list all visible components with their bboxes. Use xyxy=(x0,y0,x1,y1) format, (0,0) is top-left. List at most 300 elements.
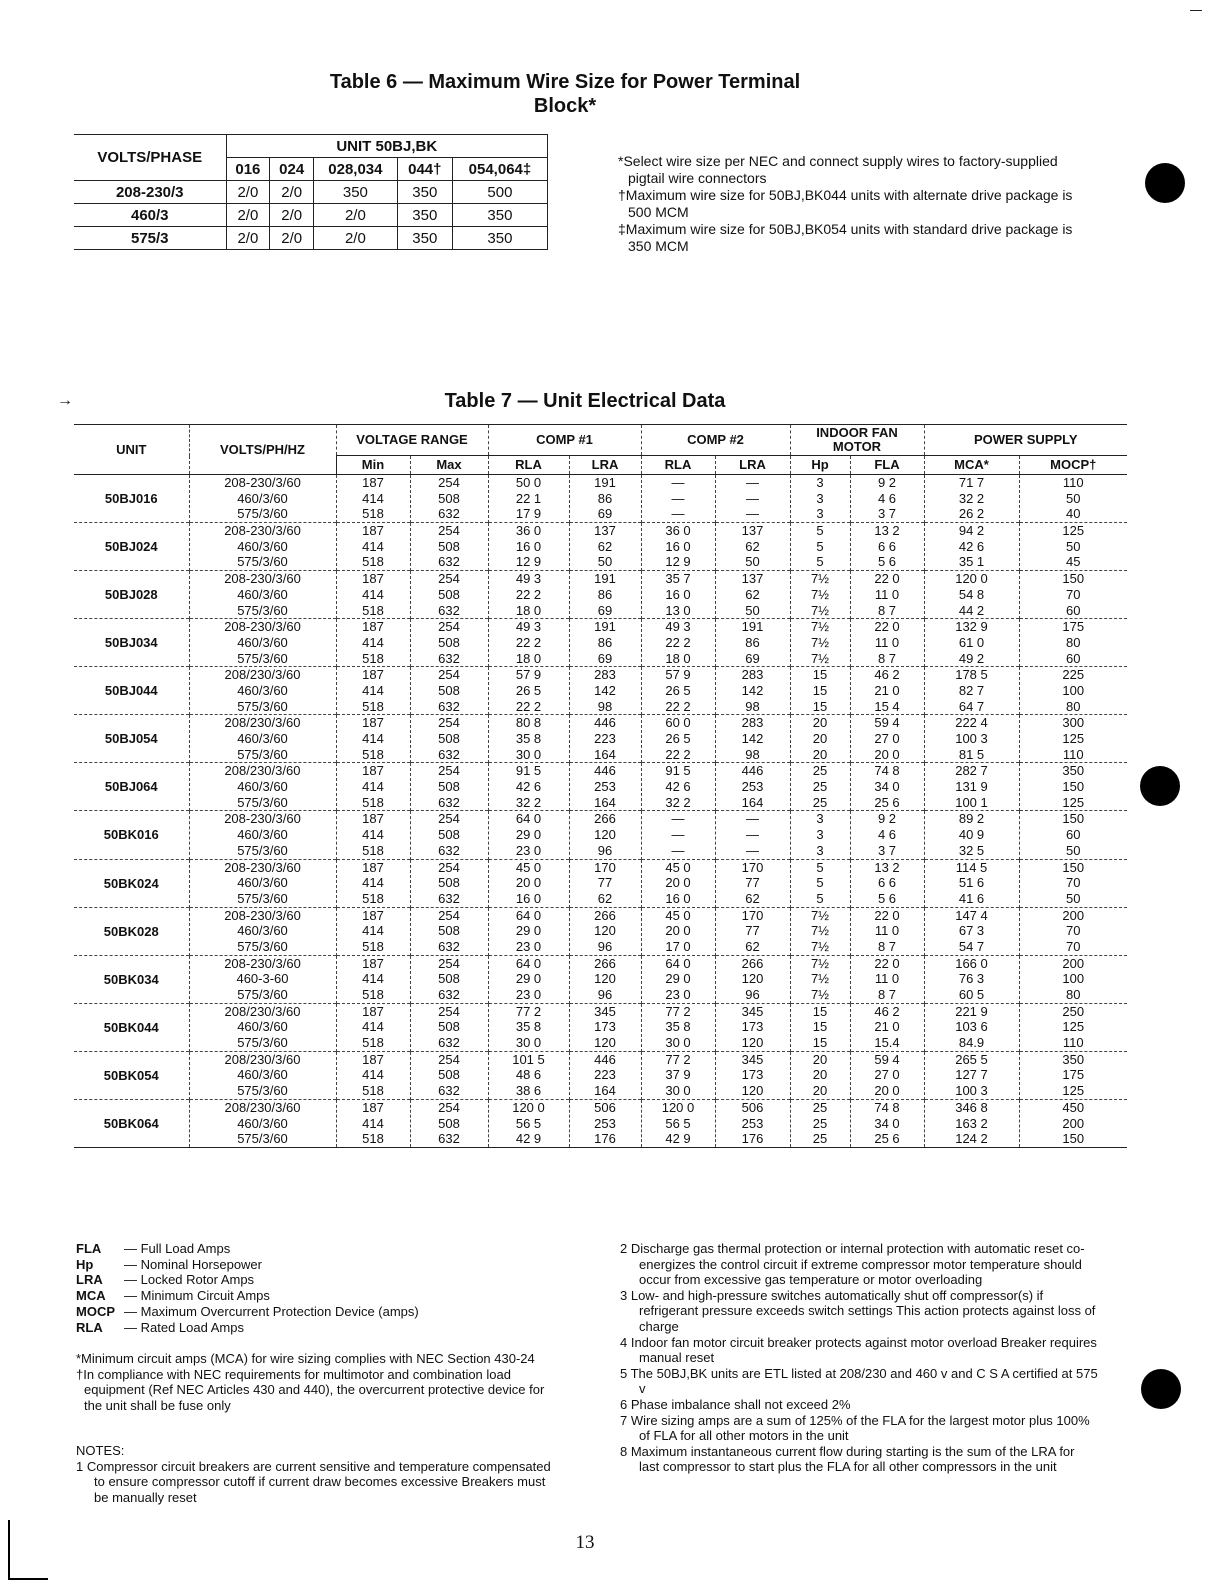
min-cell xyxy=(336,811,410,859)
lra1-cell xyxy=(569,763,641,811)
mca-value: 82 7 xyxy=(958,682,985,698)
min-value: 414 xyxy=(362,634,384,650)
lra2-value: 98 xyxy=(745,698,760,714)
mocp-value: 60 xyxy=(1066,827,1081,843)
mocp-value: 125 xyxy=(1062,794,1085,810)
fla-value: 74 8 xyxy=(874,1099,900,1115)
lra2-value: 253 xyxy=(741,779,764,795)
lra1-value: 164 xyxy=(594,794,616,810)
min-value: 414 xyxy=(362,586,384,602)
lra2-value: 173 xyxy=(741,1067,764,1083)
legend-item xyxy=(76,1241,556,1257)
rla2-value: 16 0 xyxy=(665,538,691,554)
rla2-cell xyxy=(641,715,715,763)
unit-cell: 50BK028 xyxy=(103,923,159,939)
lra2-value: 62 xyxy=(745,938,760,954)
lra1-value: 50 xyxy=(597,554,613,570)
hp-cell xyxy=(790,763,850,811)
mocp-value: 125 xyxy=(1062,1083,1085,1099)
mocp-value: 50 xyxy=(1066,842,1081,858)
lra2-value: 77 xyxy=(745,923,760,939)
fla-value: 4 6 xyxy=(877,490,897,506)
volts-cell xyxy=(189,523,336,571)
rla2-cell xyxy=(641,1003,715,1051)
lra2-value: 69 xyxy=(745,650,760,666)
hp-value: 5 xyxy=(816,859,824,875)
lra1-cell xyxy=(569,811,641,859)
mca-value: 42 6 xyxy=(958,538,985,554)
hp-value: 20 xyxy=(812,1051,828,1067)
lra1-value: 253 xyxy=(594,1115,616,1131)
table6-volts: 460/3 xyxy=(74,204,226,227)
volts-cell xyxy=(189,907,336,955)
fla-value: 6 6 xyxy=(877,875,897,891)
mca-value: 346 8 xyxy=(955,1099,988,1115)
table6-cell: 2/0 xyxy=(226,227,270,250)
lra2-value: 266 xyxy=(741,955,764,971)
rla1-value: 16 0 xyxy=(515,890,542,906)
volts-value: 208-230/3/60 xyxy=(224,907,301,923)
hp-value: 7½ xyxy=(810,602,830,618)
max-cell xyxy=(410,811,488,859)
min-value: 187 xyxy=(362,619,384,635)
volts-value: 575/3/60 xyxy=(237,554,288,570)
margin-mark xyxy=(8,1578,48,1580)
lra2-value: 77 xyxy=(745,875,760,891)
rla2-cell xyxy=(641,859,715,907)
lra1-value: 69 xyxy=(597,506,613,522)
min-value: 518 xyxy=(362,1131,384,1147)
mocp-value: 350 xyxy=(1062,1051,1085,1067)
fla-cell xyxy=(850,667,924,715)
rla1-value: 29 0 xyxy=(515,827,542,843)
rla2-value: 77 2 xyxy=(665,1003,691,1019)
note-item: 7 Wire sizing amps are a sum of 125% of the FLA for the largest motor plus 100% of FLA for all other motors in the unit xyxy=(620,1412,1090,1444)
rla2-value: 56 5 xyxy=(665,1115,691,1131)
min-value: 414 xyxy=(362,1067,384,1083)
table-row xyxy=(74,475,1127,523)
table6-notes xyxy=(618,153,1098,255)
min-cell xyxy=(336,523,410,571)
volts-value: 575/3/60 xyxy=(237,890,288,906)
rla1-value: 80 8 xyxy=(515,715,542,731)
mca-value: 40 9 xyxy=(958,827,985,843)
mca-value: 166 0 xyxy=(955,955,988,971)
volts-value: 208/230/3/60 xyxy=(224,1099,301,1115)
volts-value: 208-230/3/60 xyxy=(224,523,301,539)
note-item: 2 Discharge gas thermal protection or internal protection with automatic reset co-energizes the control circuit if extreme compressor motor temperature should occur from excessive gas temperature or motor overloading xyxy=(620,1241,1085,1288)
volts-value: 575/3/60 xyxy=(237,938,288,954)
rla2-cell xyxy=(641,523,715,571)
lra1-cell xyxy=(569,715,641,763)
lra2-value: 283 xyxy=(741,715,764,731)
mocp-value: 80 xyxy=(1066,987,1081,1002)
table6 xyxy=(74,134,548,250)
min-cell xyxy=(336,667,410,715)
mca-value: 60 5 xyxy=(958,987,985,1002)
rla2-value: 13 0 xyxy=(665,602,691,618)
rla2-value: 16 0 xyxy=(665,890,691,906)
unit-cell: 50BJ024 xyxy=(104,539,158,555)
fla-value: 34 0 xyxy=(874,1115,900,1131)
mocp-cell xyxy=(1019,571,1127,619)
lra1-value: 96 xyxy=(597,842,613,858)
rla2-cell xyxy=(641,1099,715,1147)
legend-item xyxy=(76,1288,556,1304)
table6-cell: 2/0 xyxy=(314,227,398,250)
header-voltage-range: VOLTAGE RANGE xyxy=(336,425,488,456)
mocp-value: 100 xyxy=(1062,682,1085,698)
rla2-value: 49 3 xyxy=(665,619,691,635)
hp-value: 3 xyxy=(816,506,824,522)
hp-value: 25 xyxy=(812,794,828,810)
lra2-value: 283 xyxy=(741,667,764,683)
volts-value: 575/3/60 xyxy=(237,987,288,1002)
max-value: 254 xyxy=(438,715,460,731)
mocp-value: 70 xyxy=(1066,938,1081,954)
mocp-cell xyxy=(1019,1051,1127,1099)
volts-value: 208/230/3/60 xyxy=(224,715,301,731)
lra1-cell xyxy=(569,475,641,523)
mca-value: 26 2 xyxy=(958,506,985,522)
fla-value: 22 0 xyxy=(874,619,900,635)
min-value: 518 xyxy=(362,842,384,858)
fla-value: 46 2 xyxy=(874,1003,900,1019)
max-value: 254 xyxy=(438,763,460,779)
volts-value: 208-230/3/60 xyxy=(224,955,301,971)
mca-value: 222 4 xyxy=(955,715,988,731)
max-value: 508 xyxy=(438,923,460,939)
rla1-value: 45 0 xyxy=(515,859,542,875)
mca-cell xyxy=(924,571,1019,619)
mocp-cell xyxy=(1019,859,1127,907)
mca-cell xyxy=(924,955,1019,1003)
rla2-value: — xyxy=(671,506,685,522)
mocp-value: 200 xyxy=(1062,955,1085,971)
hp-value: 20 xyxy=(812,715,828,731)
legend-def: — Maximum Overcurrent Protection Device (amps) xyxy=(124,1303,419,1319)
header-volts: VOLTS/PH/HZ xyxy=(189,425,336,475)
max-cell xyxy=(410,955,488,1003)
header-comp2: COMP #2 xyxy=(641,425,790,456)
mca-cell xyxy=(924,667,1019,715)
fla-cell xyxy=(850,523,924,571)
mocp-value: 200 xyxy=(1062,907,1085,923)
rla1-value: 38 6 xyxy=(515,1083,542,1099)
lra1-value: 173 xyxy=(594,1019,616,1035)
hp-value: 5 xyxy=(816,875,824,891)
mca-value: 67 3 xyxy=(958,923,985,939)
lra2-value: — xyxy=(746,811,759,827)
min-value: 518 xyxy=(362,938,384,954)
lra1-value: 86 xyxy=(597,490,613,506)
table6-unit-col: 044† xyxy=(397,158,452,181)
fla-value: 20 0 xyxy=(874,746,900,762)
volts-value: 575/3/60 xyxy=(237,602,288,618)
rla1-value: 12 9 xyxy=(515,554,542,570)
max-value: 508 xyxy=(438,490,460,506)
mca-value: 100 1 xyxy=(955,794,988,810)
lra2-cell xyxy=(715,1003,790,1051)
min-value: 414 xyxy=(362,538,384,554)
header-rla2: RLA xyxy=(641,456,715,475)
min-value: 414 xyxy=(362,923,384,939)
min-value: 187 xyxy=(362,523,384,539)
legend-def: — Rated Load Amps xyxy=(124,1319,244,1335)
hp-value: 25 xyxy=(812,1131,828,1147)
header-max: Max xyxy=(410,456,488,475)
legend-def: — Minimum Circuit Amps xyxy=(124,1288,270,1304)
mca-cell xyxy=(924,811,1019,859)
fla-value: 21 0 xyxy=(874,1019,900,1035)
max-cell xyxy=(410,715,488,763)
mca-value: 265 5 xyxy=(955,1051,988,1067)
mocp-value: 175 xyxy=(1062,619,1085,635)
max-value: 508 xyxy=(438,634,460,650)
lra1-cell xyxy=(569,667,641,715)
note-item: 4 Indoor fan motor circuit breaker protects against motor overload Breaker requires manual reset xyxy=(620,1334,1097,1366)
hp-value: 7½ xyxy=(810,938,830,954)
lra1-value: 446 xyxy=(594,763,616,779)
legend-abbr: MOCP xyxy=(76,1303,115,1319)
table6-note: ‡Maximum wire size for 50BJ,BK054 units with standard drive package is 350 MCM xyxy=(618,221,1073,254)
volts-value: 208-230/3/60 xyxy=(224,571,301,587)
mocp-value: 40 xyxy=(1066,506,1081,522)
lra2-value: 170 xyxy=(741,907,764,923)
volts-cell xyxy=(189,955,336,1003)
fla-value: 3 7 xyxy=(877,506,897,522)
table6-cell: 350 xyxy=(397,181,452,204)
rla2-cell xyxy=(641,811,715,859)
volts-value: 208/230/3/60 xyxy=(224,763,301,779)
mca-value: 131 9 xyxy=(955,779,988,795)
fla-value: 11 0 xyxy=(874,634,900,650)
fla-value: 59 4 xyxy=(874,1051,900,1067)
max-cell xyxy=(410,1051,488,1099)
mocp-value: 150 xyxy=(1062,571,1085,587)
table-row xyxy=(74,763,1127,811)
lra1-value: 120 xyxy=(594,971,616,987)
lra2-cell xyxy=(715,859,790,907)
unit-cell: 50BK034 xyxy=(103,971,159,987)
fla-value: 8 7 xyxy=(877,987,897,1002)
fla-cell xyxy=(850,907,924,955)
rla1-value: 77 2 xyxy=(515,1003,542,1019)
max-value: 632 xyxy=(438,1035,460,1051)
lra1-value: 62 xyxy=(597,890,613,906)
rla1-value: 42 9 xyxy=(515,1131,542,1147)
rla2-value: 26 5 xyxy=(665,731,691,746)
lra2-value: 62 xyxy=(745,538,760,554)
mca-value: 41 6 xyxy=(958,890,985,906)
volts-value: 575/3/60 xyxy=(237,1131,288,1147)
table6-unit-col: 028,034 xyxy=(314,158,398,181)
max-cell xyxy=(410,859,488,907)
lra2-value: — xyxy=(746,490,759,506)
rla1-value: 50 0 xyxy=(515,475,542,490)
legend-def: — Full Load Amps xyxy=(124,1241,231,1256)
mca-cell xyxy=(924,1003,1019,1051)
hp-value: 7½ xyxy=(810,650,830,666)
hp-value: 3 xyxy=(816,827,824,843)
rla1-value: 17 9 xyxy=(515,506,542,522)
rla1-value: 91 5 xyxy=(515,763,542,779)
fla-value: 22 0 xyxy=(874,907,900,923)
lra2-value: 120 xyxy=(741,971,764,987)
fla-value: 27 0 xyxy=(874,1067,900,1083)
fla-value: 5 6 xyxy=(877,554,897,570)
volts-value: 460/3/60 xyxy=(237,586,288,602)
volts-value: 460/3/60 xyxy=(237,923,288,939)
max-value: 508 xyxy=(438,875,460,891)
unit-cell: 50BJ016 xyxy=(104,491,158,507)
lra1-value: 142 xyxy=(594,682,616,698)
table6-row xyxy=(74,181,548,204)
hp-value: 5 xyxy=(816,538,824,554)
mocp-value: 45 xyxy=(1066,554,1081,570)
rla1-value: 30 0 xyxy=(515,1035,542,1051)
mocp-value: 80 xyxy=(1066,634,1081,650)
rla1-value: 29 0 xyxy=(515,971,542,987)
mca-cell xyxy=(924,475,1019,523)
min-value: 187 xyxy=(362,1051,384,1067)
rla1-cell xyxy=(488,1051,569,1099)
hp-value: 25 xyxy=(812,779,828,795)
rla1-value: 35 8 xyxy=(515,1019,542,1035)
volts-value: 460/3/60 xyxy=(237,682,288,698)
min-value: 414 xyxy=(362,779,384,795)
fla-cell xyxy=(850,859,924,907)
rla2-value: 37 9 xyxy=(665,1067,691,1083)
max-value: 254 xyxy=(438,859,460,875)
rla1-value: 20 0 xyxy=(515,875,542,891)
max-value: 254 xyxy=(438,1051,460,1067)
mca-value: 100 3 xyxy=(955,731,988,746)
table6-cell: 350 xyxy=(452,204,547,227)
hp-value: 20 xyxy=(812,1083,828,1099)
rla2-value: 26 5 xyxy=(665,682,691,698)
volts-value: 460/3/60 xyxy=(237,538,288,554)
min-value: 187 xyxy=(362,907,384,923)
rla2-value: 42 6 xyxy=(665,779,691,795)
lra2-value: 142 xyxy=(741,731,764,746)
note-item: 6 Phase imbalance shall not exceed 2% xyxy=(620,1396,851,1412)
rla1-value: 32 2 xyxy=(515,794,542,810)
table6-cell: 500 xyxy=(452,181,547,204)
header-min: Min xyxy=(336,456,410,475)
table-row xyxy=(74,667,1127,715)
volts-value: 575/3/60 xyxy=(237,1035,288,1051)
mca-value: 103 6 xyxy=(955,1019,988,1035)
volts-value: 575/3/60 xyxy=(237,1083,288,1099)
legend-item xyxy=(76,1320,556,1336)
rla2-value: 30 0 xyxy=(665,1035,691,1051)
table6-unit-col: 024 xyxy=(270,158,314,181)
fla-value: 20 0 xyxy=(874,1083,900,1099)
fla-value: 46 2 xyxy=(874,667,900,683)
volts-cell xyxy=(189,715,336,763)
fla-cell xyxy=(850,1099,924,1147)
fla-value: 8 7 xyxy=(877,602,897,618)
rla2-cell xyxy=(641,1051,715,1099)
rla1-value: 64 0 xyxy=(515,955,542,971)
lra1-value: 223 xyxy=(594,731,616,746)
table6-note: †Maximum wire size for 50BJ,BK044 units with alternate drive package is 500 MCM xyxy=(618,187,1073,220)
unit-cell: 50BK016 xyxy=(103,827,159,843)
min-value: 414 xyxy=(362,1115,384,1131)
rla1-value: 23 0 xyxy=(515,938,542,954)
hp-cell xyxy=(790,667,850,715)
mocp-value: 110 xyxy=(1062,1035,1084,1051)
hp-value: 25 xyxy=(812,1115,828,1131)
fla-value: 8 7 xyxy=(877,650,897,666)
unit-cell: 50BK064 xyxy=(103,1115,159,1131)
min-value: 518 xyxy=(362,698,384,714)
table6-row xyxy=(74,204,548,227)
table6-row xyxy=(74,227,548,250)
hp-cell xyxy=(790,859,850,907)
volts-value: 460-3-60 xyxy=(236,971,289,987)
lra2-value: 96 xyxy=(745,987,760,1002)
max-value: 254 xyxy=(438,955,460,971)
lra2-cell xyxy=(715,1099,790,1147)
hp-value: 20 xyxy=(812,746,828,762)
hp-cell xyxy=(790,955,850,1003)
header-lra1: LRA xyxy=(569,456,641,475)
rla1-value: 16 0 xyxy=(515,538,542,554)
mca-cell xyxy=(924,859,1019,907)
legend-def: — Locked Rotor Amps xyxy=(124,1272,255,1288)
max-value: 632 xyxy=(438,1131,460,1147)
max-value: 632 xyxy=(438,746,460,762)
lra2-cell xyxy=(715,907,790,955)
min-value: 187 xyxy=(362,715,384,731)
legend-abbr: RLA xyxy=(76,1319,103,1335)
mocp-value: 70 xyxy=(1066,586,1081,602)
mocp-cell xyxy=(1019,667,1127,715)
hp-cell xyxy=(790,811,850,859)
rla1-value: 49 3 xyxy=(515,571,542,587)
volts-value: 460/3/60 xyxy=(237,1115,288,1131)
hp-value: 7½ xyxy=(810,634,830,650)
fla-value: 74 8 xyxy=(874,763,900,779)
min-cell xyxy=(336,1099,410,1147)
max-value: 508 xyxy=(438,779,460,795)
fla-value: 25 6 xyxy=(874,794,900,810)
max-value: 632 xyxy=(438,698,460,714)
table6-note: *Select wire size per NEC and connect supply wires to factory-supplied pigtail wire connectors xyxy=(618,153,1058,186)
rla2-value: 20 0 xyxy=(665,875,691,891)
rla2-value: 18 0 xyxy=(665,650,691,666)
volts-value: 575/3/60 xyxy=(237,698,288,714)
min-value: 518 xyxy=(362,1035,384,1051)
mocp-cell xyxy=(1019,811,1127,859)
max-value: 632 xyxy=(438,794,460,810)
rla1-value: 64 0 xyxy=(515,811,542,827)
unit-cell: 50BJ028 xyxy=(104,587,158,603)
table6-cell: 350 xyxy=(314,181,398,204)
mca-cell xyxy=(924,763,1019,811)
fla-value: 21 0 xyxy=(874,682,900,698)
hp-cell xyxy=(790,1051,850,1099)
rla2-value: 64 0 xyxy=(665,955,691,971)
mocp-cell xyxy=(1019,1099,1127,1147)
legend-item xyxy=(76,1257,556,1273)
rla2-value: 22 2 xyxy=(665,746,691,762)
fla-value: 3 7 xyxy=(877,842,897,858)
table6-cell: 2/0 xyxy=(226,204,270,227)
min-value: 518 xyxy=(362,650,384,666)
